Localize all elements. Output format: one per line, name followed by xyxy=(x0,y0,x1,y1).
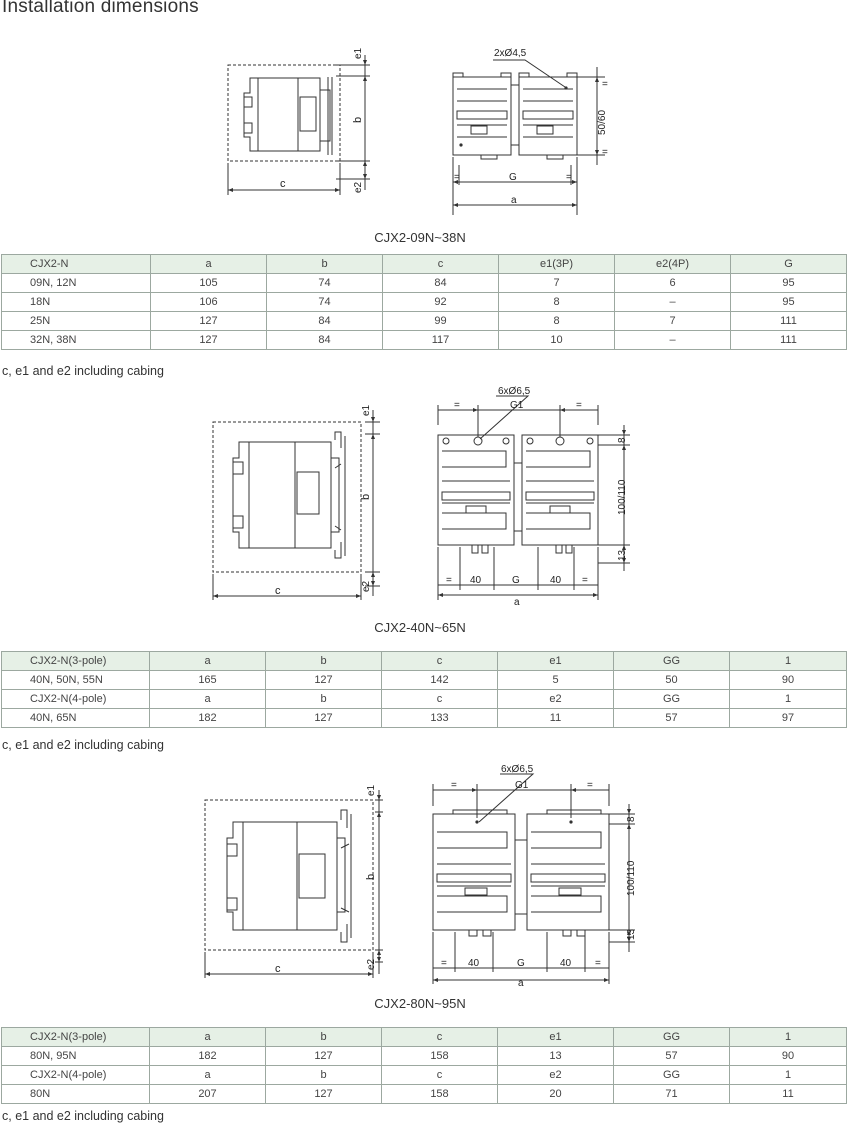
dim-height-label: 100/110 xyxy=(626,860,637,896)
dim-e1-label: e1 xyxy=(361,404,372,416)
table-cell: 95 xyxy=(731,293,847,312)
table-note: c, e1 and e2 including cabing xyxy=(2,738,164,752)
table-row xyxy=(2,293,847,312)
table-cell: 84 xyxy=(383,274,499,293)
table-cell: b xyxy=(266,1066,382,1085)
table-cell: e2 xyxy=(498,1066,614,1085)
dim-g-label: G xyxy=(512,575,520,586)
table-header-cell: 1 xyxy=(730,652,847,671)
table-row xyxy=(2,274,847,293)
dim-eq-label: = xyxy=(595,958,601,969)
table-cell: 111 xyxy=(731,312,847,331)
dim-40-label: 40 xyxy=(470,575,482,586)
table-header-cell: G xyxy=(731,255,847,274)
table-cell: 106 xyxy=(151,293,267,312)
table-cell: 10 xyxy=(499,331,615,350)
table-row xyxy=(2,709,847,728)
table-cell: 8 xyxy=(499,293,615,312)
table-row xyxy=(2,331,847,350)
table-cell: 99 xyxy=(383,312,499,331)
table-header-cell: GG xyxy=(614,652,730,671)
dim-bottom-label: 13 xyxy=(617,549,628,561)
dim-40-label: 40 xyxy=(468,958,480,969)
table-cell: 80N, 95N xyxy=(2,1047,150,1066)
table-header-cell: e1 xyxy=(498,1028,614,1047)
side-view-drawing-1 xyxy=(220,45,380,200)
table-cell: 32N, 38N xyxy=(2,331,151,350)
table-note: c, e1 and e2 including cabing xyxy=(2,1109,164,1123)
table-cell: e2 xyxy=(498,690,614,709)
dim-eq-label: = xyxy=(451,780,457,791)
dim-top-label: 8 xyxy=(626,816,637,822)
table-cell: 57 xyxy=(614,1047,730,1066)
dim-b-label: b xyxy=(360,493,372,500)
table-cell: 1 xyxy=(730,1066,847,1085)
table-cell: 57 xyxy=(614,709,730,728)
table-cell: GG xyxy=(614,1066,730,1085)
table-cell: 127 xyxy=(266,709,382,728)
dim-eq-label: = xyxy=(602,79,608,90)
table-cell: 207 xyxy=(150,1085,266,1104)
table-cell: 133 xyxy=(382,709,498,728)
table-cell: 90 xyxy=(730,671,847,690)
dim-c-label: c xyxy=(280,178,286,190)
table-cell: 40N, 65N xyxy=(2,709,150,728)
dim-eq-label: = xyxy=(441,958,447,969)
dim-g-label: G xyxy=(509,172,517,183)
table-header-row xyxy=(2,255,847,274)
table-header-cell: a xyxy=(151,255,267,274)
table-cell: b xyxy=(266,690,382,709)
dim-eq-label: = xyxy=(446,575,452,586)
table-row xyxy=(2,1085,847,1104)
table-header-cell: e2(4P) xyxy=(615,255,731,274)
table-cell: 13 xyxy=(498,1047,614,1066)
table-cell: – xyxy=(615,293,731,312)
table-cell: 6 xyxy=(615,274,731,293)
dim-c-label: c xyxy=(275,963,281,975)
table-cell: 71 xyxy=(614,1085,730,1104)
table-cell: 158 xyxy=(382,1047,498,1066)
table-header-cell: CJX2-N(3-pole) xyxy=(2,1028,150,1047)
table-cell: 165 xyxy=(150,671,266,690)
table-header-cell: e1 xyxy=(498,652,614,671)
table-cell: 80N xyxy=(2,1085,150,1104)
section-caption: CJX2-40N~65N xyxy=(374,620,466,635)
table-header-cell: CJX2-N xyxy=(2,255,151,274)
table-cell: 74 xyxy=(267,274,383,293)
table-cell: c xyxy=(382,1066,498,1085)
section-caption: CJX2-09N~38N xyxy=(374,230,466,245)
table-row xyxy=(2,1047,847,1066)
table-header-cell: CJX2-N(3-pole) xyxy=(2,652,150,671)
front-view-drawing-2 xyxy=(430,385,635,610)
dim-b-label: b xyxy=(365,873,377,880)
table-cell: a xyxy=(150,1066,266,1085)
table-cell: CJX2-N(4-pole) xyxy=(2,690,150,709)
table-header-cell: b xyxy=(267,255,383,274)
dim-e2-label: e2 xyxy=(353,181,364,193)
spec-table xyxy=(1,1027,847,1104)
table-cell: 25N xyxy=(2,312,151,331)
table-cell: 127 xyxy=(266,1047,382,1066)
dim-a-label: a xyxy=(518,978,524,989)
front-view-drawing-3 xyxy=(425,762,640,992)
table-cell: 20 xyxy=(498,1085,614,1104)
table-cell: 09N, 12N xyxy=(2,274,151,293)
dim-height-label: 100/110 xyxy=(617,479,628,515)
table-cell: 111 xyxy=(731,331,847,350)
table-row xyxy=(2,690,847,709)
holes-label: 2xØ4,5 xyxy=(494,48,527,59)
dim-e2-label: e2 xyxy=(366,958,377,970)
table-cell: 90 xyxy=(730,1047,847,1066)
table-header-cell: b xyxy=(266,652,382,671)
dim-bottom-label: 13 xyxy=(626,928,637,940)
dim-e1-label: e1 xyxy=(366,784,377,796)
table-note: c, e1 and e2 including cabing xyxy=(2,364,164,378)
table-cell: 95 xyxy=(731,274,847,293)
dim-c-label: c xyxy=(275,585,281,597)
side-view-drawing-3 xyxy=(197,780,387,980)
spec-table xyxy=(1,651,847,728)
table-cell: – xyxy=(615,331,731,350)
dim-g1-label: G1 xyxy=(510,400,524,411)
table-cell: c xyxy=(382,690,498,709)
table-cell: 7 xyxy=(615,312,731,331)
dim-40-label: 40 xyxy=(560,958,572,969)
holes-label: 6xØ6,5 xyxy=(498,386,531,397)
table-header-cell: b xyxy=(266,1028,382,1047)
dim-eq-label: = xyxy=(602,147,608,158)
table-cell: 127 xyxy=(151,312,267,331)
dim-height-label: 50/60 xyxy=(597,109,608,135)
table-cell: 158 xyxy=(382,1085,498,1104)
table-cell: 105 xyxy=(151,274,267,293)
table-row xyxy=(2,671,847,690)
table-cell: 142 xyxy=(382,671,498,690)
table-cell: 117 xyxy=(383,331,499,350)
dim-a-label: a xyxy=(514,597,520,608)
table-cell: 182 xyxy=(150,1047,266,1066)
table-cell: 84 xyxy=(267,312,383,331)
table-cell: 7 xyxy=(499,274,615,293)
spec-table xyxy=(1,254,847,350)
dim-eq-label: = xyxy=(587,780,593,791)
table-header-cell: c xyxy=(382,652,498,671)
table-cell: 50 xyxy=(614,671,730,690)
table-cell: 182 xyxy=(150,709,266,728)
table-cell: 11 xyxy=(730,1085,847,1104)
table-row xyxy=(2,312,847,331)
dim-e1-label: e1 xyxy=(353,47,364,59)
table-cell: 92 xyxy=(383,293,499,312)
table-cell: 127 xyxy=(266,671,382,690)
table-header-cell: e1(3P) xyxy=(499,255,615,274)
dim-top-label: 8 xyxy=(617,437,628,443)
table-header-cell: GG xyxy=(614,1028,730,1047)
table-cell: 1 xyxy=(730,690,847,709)
dim-40-label: 40 xyxy=(550,575,562,586)
table-header-cell: a xyxy=(150,652,266,671)
table-header-row xyxy=(2,652,847,671)
table-cell: 18N xyxy=(2,293,151,312)
dim-g1-label: G1 xyxy=(515,780,529,791)
dim-eq-label: = xyxy=(454,400,460,411)
holes-label: 6xØ6,5 xyxy=(501,764,534,775)
table-header-cell: 1 xyxy=(730,1028,847,1047)
table-cell: 97 xyxy=(730,709,847,728)
table-header-cell: c xyxy=(382,1028,498,1047)
table-header-cell: a xyxy=(150,1028,266,1047)
dim-eq-label: = xyxy=(582,575,588,586)
table-header-cell: c xyxy=(383,255,499,274)
dim-a-label: a xyxy=(511,195,517,206)
table-cell: 74 xyxy=(267,293,383,312)
front-view-drawing-1 xyxy=(445,45,625,215)
dim-eq-label: = xyxy=(566,172,572,183)
table-header-row xyxy=(2,1028,847,1047)
dim-g-label: G xyxy=(517,958,525,969)
table-cell: 40N, 50N, 55N xyxy=(2,671,150,690)
table-cell: 11 xyxy=(498,709,614,728)
table-cell: CJX2-N(4-pole) xyxy=(2,1066,150,1085)
table-cell: 127 xyxy=(266,1085,382,1104)
page-title: Installation dimensions xyxy=(2,0,199,17)
table-row xyxy=(2,1066,847,1085)
dim-b-label: b xyxy=(352,116,364,123)
table-cell: GG xyxy=(614,690,730,709)
table-cell: 8 xyxy=(499,312,615,331)
section-caption: CJX2-80N~95N xyxy=(374,996,466,1011)
dim-e2-label: e2 xyxy=(361,580,372,592)
side-view-drawing-2 xyxy=(205,400,385,605)
table-cell: 84 xyxy=(267,331,383,350)
table-cell: a xyxy=(150,690,266,709)
dim-eq-label: = xyxy=(454,172,460,183)
dim-eq-label: = xyxy=(576,400,582,411)
table-cell: 5 xyxy=(498,671,614,690)
table-cell: 127 xyxy=(151,331,267,350)
